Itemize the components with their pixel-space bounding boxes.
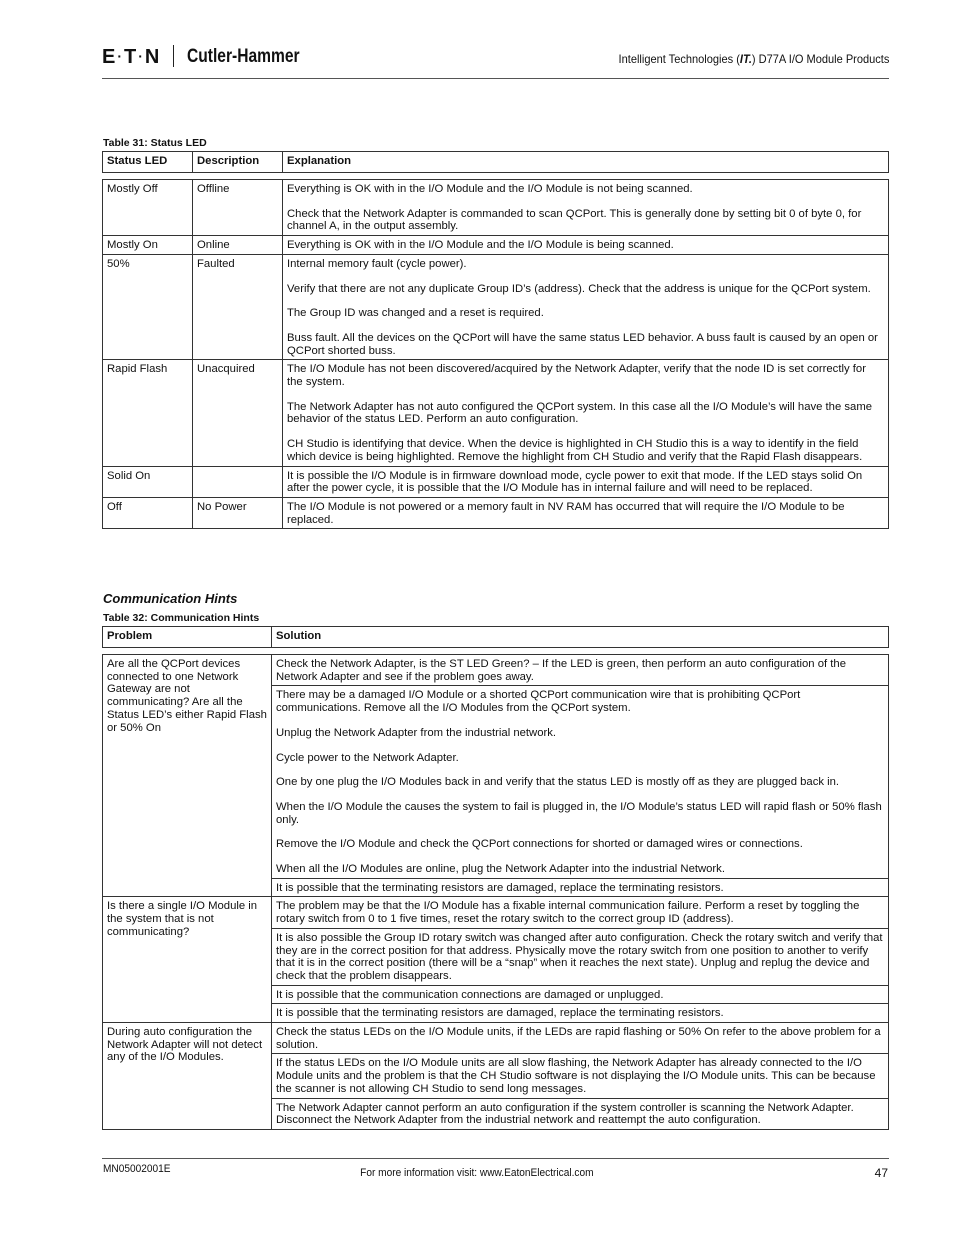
paragraph: Everything is OK with in the I/O Module and the I/O Module is not being scanned. <box>287 183 693 195</box>
table31-header-cell: Explanation <box>283 152 889 173</box>
page-header <box>102 43 889 79</box>
doc-title-it: IT. <box>739 52 752 66</box>
paragraph: It is possible the I/O Module is in firmware download mode, cycle power to exit that mode. If the LED stays solid On after the power cycle, it is possible that the I/O Module has in internal failure and will need to be replaced. <box>287 469 863 495</box>
eaton-logo: E·T·N <box>102 46 161 68</box>
table-row <box>103 180 889 236</box>
solution-cell <box>272 928 889 985</box>
status-led-cell: Rapid Flash <box>103 360 193 466</box>
description-cell: Faulted <box>193 254 283 360</box>
table-row <box>103 497 889 528</box>
table31-header-cell: Status LED <box>103 152 193 173</box>
table-row <box>103 254 889 360</box>
division-name: Cutler-Hammer <box>187 46 300 67</box>
paragraph: CH Studio is identifying that device. When the device is highlighted in CH Studio this is a way to identify in the field which device is being highlighted. Remove the highlight from CH Studio and verify that the Rapid Flash disappears. <box>287 438 863 463</box>
paragraph: It is also possible the Group ID rotary switch was changed after auto configuration. Check the rotary switch and verify that they are in the correct position for that address. Physically move the rotary switch from one position to another to verify that it is in the correct position (there will be a “snap” when it reaches the next state). Unplug and replug the device and check that the problem disappears. <box>276 931 883 982</box>
description-cell: Unacquired <box>193 360 283 466</box>
solution-cell <box>272 1023 889 1054</box>
table-row <box>103 1023 889 1054</box>
section-title: Communication Hints <box>103 591 238 606</box>
table32-header-cell: Solution <box>272 627 889 648</box>
table32-header <box>102 626 889 648</box>
footer-info <box>0 1166 954 1180</box>
explanation-cell <box>283 236 889 255</box>
table-row <box>103 655 889 686</box>
status-led-cell: Solid On <box>103 466 193 497</box>
paragraph: The I/O Module has not been discovered/acquired by the Network Adapter, verify that the node ID is set correctly for the system. <box>287 363 866 389</box>
paragraph: The Group ID was changed and a reset is required. <box>287 307 544 320</box>
paragraph: Check that the Network Adapter is commanded to scan QCPort. This is generally done by setting bit 0 of byte 0, for channel A, in the output assembly. <box>287 207 862 233</box>
table31-body <box>102 179 889 529</box>
paragraph: It is possible that the terminating resistors are damaged, replace the terminating resistors. <box>276 881 724 894</box>
description-cell <box>193 466 283 497</box>
problem-cell: Is there a single I/O Module in the system that is not communicating? <box>103 897 272 1023</box>
paragraph: When the I/O Module the causes the system to fail is plugged in, the I/O Module’s status LED will rapid flash or 50% flash only. <box>276 800 882 826</box>
status-led-cell: 50% <box>103 254 193 360</box>
header-separator <box>173 45 174 67</box>
solution-cell <box>272 985 889 1004</box>
table32-header-cell: Problem <box>103 627 272 648</box>
description-cell: Offline <box>193 180 283 236</box>
paragraph: One by one plug the I/O Modules back in and verify that the status LED is mostly off as they are plugged back in. <box>276 776 840 789</box>
page-number: 47 <box>874 1166 888 1180</box>
table-row <box>103 897 889 928</box>
paragraph: If the status LEDs on the I/O Module units are all slow flashing, the Network Adapter has already connected to the I/O Module units and the problem is that the CH Studio software is not displaying the I/O Module units. This can be because the scanner is not allowing CH Studio to send long messages. <box>276 1057 876 1095</box>
table31-header <box>102 151 889 173</box>
explanation-cell <box>283 497 889 528</box>
paragraph: The Network Adapter has not auto configured the QCPort system. In this case all the I/O Module’s will have the same behavior of the status LED. Perform an auto configuration. <box>287 400 873 426</box>
solution-cell <box>272 878 889 897</box>
paragraph: Buss fault. All the devices on the QCPort will have the same status LED behavior. A buss fault is caused by an open or QCPort shorted buss. <box>287 331 878 357</box>
paragraph: Check the status LEDs on the I/O Module units, if the LEDs are rapid flashing or 50% On refer to the above problem for a solution. <box>276 1026 881 1051</box>
doc-title-post: ) D77A I/O Module Products <box>751 52 889 66</box>
table32-body <box>102 654 889 1130</box>
paragraph: Verify that there are not any duplicate Group ID’s (address). Check that the address is unique for the QCPort system. <box>287 282 871 295</box>
table32-caption: Table 32: Communication Hints <box>103 612 260 624</box>
solution-cell <box>272 1004 889 1023</box>
paragraph: The Network Adapter cannot perform an auto configuration if the system controller is scanning the Network Adapter. Disconnect the Network Adapter from the industrial network and reattempt the auto configuration. <box>276 1101 854 1127</box>
paragraph: When all the I/O Modules are online, plug the Network Adapter into the industrial Network. <box>276 863 725 876</box>
table31-header-cell: Description <box>193 152 283 173</box>
paragraph: Internal memory fault (cycle power). <box>287 257 467 270</box>
table31-caption: Table 31: Status LED <box>103 137 207 149</box>
table-row <box>103 466 889 497</box>
explanation-cell <box>283 360 889 466</box>
explanation-cell <box>283 466 889 497</box>
status-led-cell: Mostly Off <box>103 180 193 236</box>
paragraph: Unplug the Network Adapter from the industrial network. <box>276 726 557 739</box>
explanation-cell <box>283 180 889 236</box>
table-row <box>103 236 889 255</box>
description-cell: No Power <box>193 497 283 528</box>
table-row <box>103 360 889 466</box>
paragraph: Cycle power to the Network Adapter. <box>276 751 459 764</box>
paragraph: It is possible that the terminating resistors are damaged, replace the terminating resistors. <box>276 1007 724 1020</box>
document-title <box>618 51 889 67</box>
description-cell: Online <box>193 236 283 255</box>
problem-cell: During auto configuration the Network Adapter will not detect any of the I/O Modules. <box>103 1023 272 1130</box>
problem-cell: Are all the QCPort devices connected to one Network Gateway are not communicating? Are all the Status LED’s either Rapid Flash or 50% On <box>103 655 272 897</box>
solution-cell <box>272 897 889 928</box>
paragraph: It is possible that the communication connections are damaged or unplugged. <box>276 988 664 1001</box>
paragraph: There may be a damaged I/O Module or a shorted QCPort communication wire that is prohibiting QCPort communications. Remove all the I/O Modules from the QCPort system. <box>276 689 801 715</box>
solution-cell <box>272 1098 889 1129</box>
solution-cell <box>272 655 889 686</box>
paragraph: The problem may be that the I/O Module has a fixable internal communication failure. Perform a reset by toggling the rotary switch from 0 to 1 five times, reset the rotary switch to the correct group ID (address). <box>276 900 860 926</box>
paragraph: The I/O Module is not powered or a memory fault in NV RAM has occurred that will require the I/O Module to be replaced. <box>287 500 845 526</box>
solution-cell <box>272 1054 889 1098</box>
doc-title-pre: Intelligent Technologies ( <box>618 52 740 66</box>
solution-cell <box>272 686 889 878</box>
paragraph: Everything is OK with in the I/O Module and the I/O Module is being scanned. <box>287 239 674 252</box>
header-rule <box>102 78 889 79</box>
paragraph: Remove the I/O Module and check the QCPort connections for shorted or damaged wires or connections. <box>276 838 803 851</box>
paragraph: Check the Network Adapter, is the ST LED Green? – If the LED is green, then perform an auto configuration of the Network Adapter and see if the problem goes away. <box>276 658 846 683</box>
explanation-cell <box>283 254 889 360</box>
footer-rule <box>102 1158 889 1159</box>
status-led-cell: Mostly On <box>103 236 193 255</box>
document-number: MN05002001E <box>103 1163 171 1175</box>
status-led-cell: Off <box>103 497 193 528</box>
footer-info-text: For more information visit: www.EatonElectrical.com <box>360 1167 594 1179</box>
